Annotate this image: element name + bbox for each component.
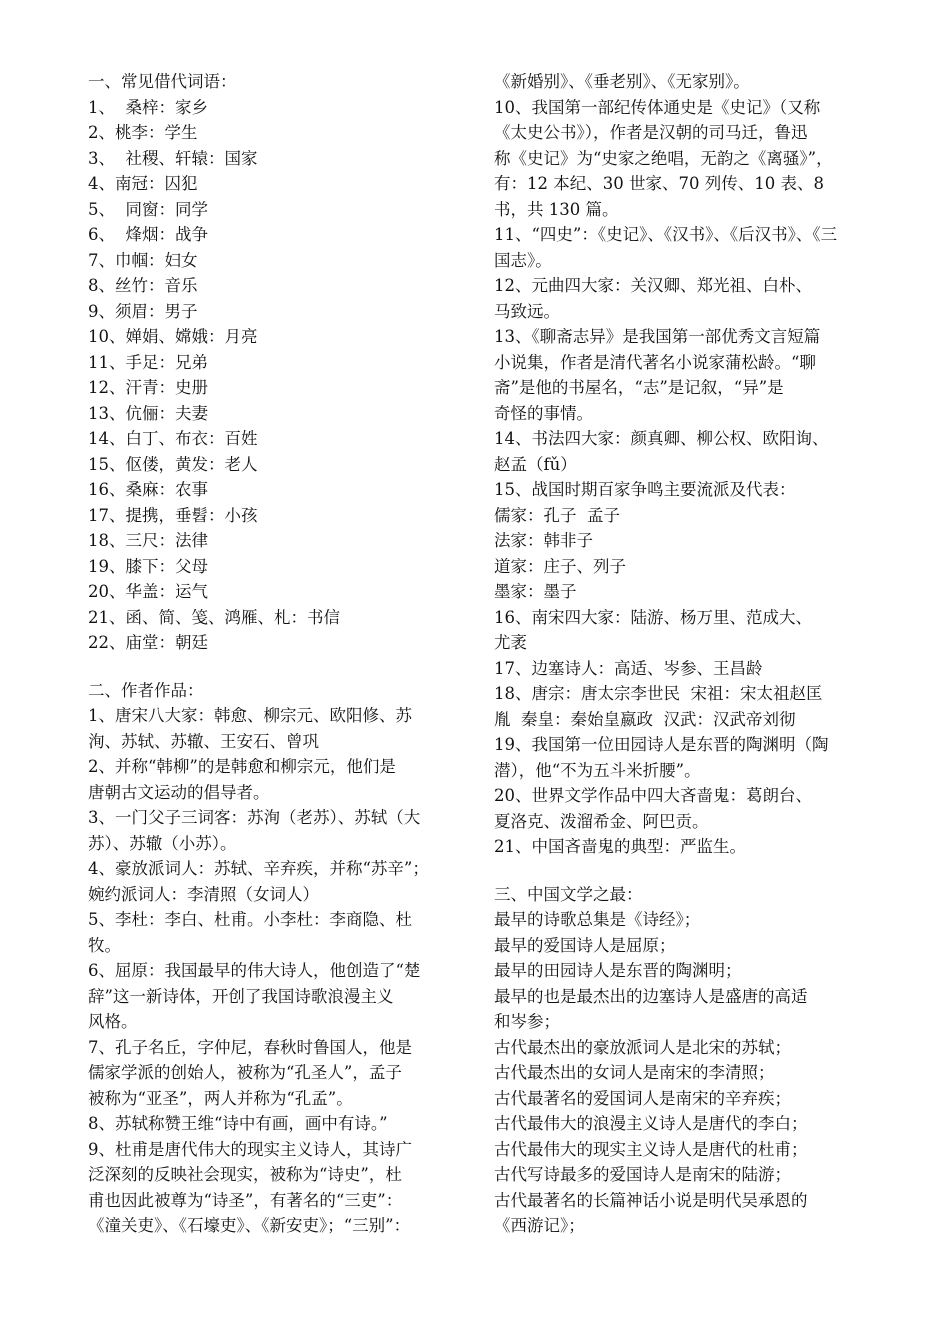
- text-line: 儒家：孔子 孟子: [494, 505, 620, 525]
- metonym-item: 14、白丁、布衣：百姓: [88, 429, 258, 448]
- metonym-item: 3、 社稷、轩辕：国家: [88, 148, 258, 168]
- text-line: 4、豪放派词人：苏轼、辛弃疾，并称“苏辛”；: [88, 859, 429, 878]
- literature-first-item: [494, 907, 870, 933]
- metonym-item: 21、函、简、笺、鸿雁、札：书信: [88, 607, 340, 627]
- metonym-item: 22、庙堂：朝廷: [88, 633, 208, 652]
- text-line: 道家：庄子、列子: [494, 556, 626, 576]
- metonym-list: [88, 95, 464, 656]
- literature-first-item: [494, 1111, 870, 1137]
- literature-first-item: [494, 1188, 870, 1239]
- right-column: [494, 69, 870, 1239]
- text-line: 7、孔子名丘，字仲尼，春秋时鲁国人，他是: [88, 1037, 412, 1057]
- text-line: 和岑参；: [494, 1012, 560, 1031]
- text-line: 辞”这一新诗体，开创了我国诗歌浪漫主义: [88, 986, 394, 1006]
- literature-first-item: [494, 1162, 870, 1188]
- text-line: 牧。: [88, 935, 121, 955]
- literature-first-item: [494, 1086, 870, 1112]
- text-line: 唐朝古文运动的倡导者。: [88, 782, 270, 802]
- literature-firsts-list: [494, 907, 870, 1239]
- text-line: 甫也因此被尊为“诗圣”，有著名的“三吏”：: [88, 1190, 403, 1210]
- text-line: 20、世界文学作品中四大吝啬鬼：葛朗台、: [494, 786, 812, 805]
- author-work-item: [494, 605, 870, 656]
- literature-first-item: [494, 1060, 870, 1086]
- metonym-item: 9、须眉：男子: [88, 301, 198, 321]
- text-line: 称《史记》为“史家之绝唱，无韵之《离骚》”，: [494, 148, 833, 168]
- text-line: 17、边塞诗人：高适、岑参、王昌龄: [494, 658, 763, 678]
- text-line: 胤 秦皇：秦始皇嬴政 汉武：汉武帝刘彻: [494, 709, 796, 729]
- text-line: 古代最著名的长篇神话小说是明代吴承恩的: [494, 1190, 808, 1210]
- literature-first-item: [494, 958, 870, 984]
- text-line: 婉约派词人：李清照（女词人）: [88, 884, 319, 904]
- authors-works-list-continued: [494, 69, 870, 860]
- text-line: 8、苏轼称赞王维“诗中有画，画中有诗。”: [88, 1114, 388, 1133]
- text-line: 16、南宋四大家：陆游、杨万里、范成大、: [494, 607, 812, 627]
- text-line: 苏）、苏辙（小苏）。: [88, 833, 237, 853]
- metonym-item: 13、伉俪：夫妻: [88, 403, 208, 423]
- left-column: [88, 69, 464, 1239]
- author-work-item: [88, 1137, 464, 1239]
- text-line: 最早的田园诗人是东晋的陶渊明；: [494, 961, 742, 980]
- text-line: 《西游记》；: [494, 1216, 585, 1235]
- text-line: 18、唐宗：唐太宗李世民 宋祖：宋太祖赵匡: [494, 684, 823, 703]
- text-line: 潜），他“不为五斗米折腰”。: [494, 760, 701, 780]
- author-work-item: [494, 69, 870, 95]
- author-work-item: [88, 1111, 464, 1137]
- text-line: 古代最著名的爱国词人是南宋的辛弃疾；: [494, 1088, 791, 1108]
- metonym-item: 2、桃李：学生: [88, 123, 198, 142]
- text-line: 5、李杜：李白、杜甫。小李杜：李商隐、杜: [88, 910, 412, 929]
- text-line: 最早的爱国诗人是屈原；: [494, 935, 676, 955]
- metonym-item: 4、南冠：囚犯: [88, 174, 198, 193]
- metonym-item: 5、 同窗：同学: [88, 199, 208, 219]
- text-line: 13、《聊斋志异》是我国第一部优秀文言短篇: [494, 327, 821, 346]
- text-line: 马致远。: [494, 301, 560, 321]
- metonym-item: 6、 烽烟：战争: [88, 225, 208, 244]
- text-line: 古代最杰出的女词人是南宋的李清照；: [494, 1063, 775, 1082]
- author-work-item: [88, 805, 464, 856]
- author-work-item: [88, 1035, 464, 1112]
- metonym-item: 18、三尺：法律: [88, 531, 208, 550]
- literature-first-item: [494, 984, 870, 1035]
- text-line: 19、我国第一位田园诗人是东晋的陶渊明（陶: [494, 735, 829, 754]
- text-line: 赵孟（fǔ）: [494, 454, 577, 474]
- literature-first-item: [494, 933, 870, 959]
- text-line: 1、唐宋八大家：韩愈、柳宗元、欧阳修、苏: [88, 706, 412, 725]
- text-line: 古代写诗最多的爱国诗人是南宋的陆游；: [494, 1165, 791, 1184]
- text-line: 法家：韩非子: [494, 531, 593, 550]
- text-line: 小说集，作者是清代著名小说家蒲松龄。“聊: [494, 352, 816, 372]
- metonym-item: 10、婵娟、嫦娥：月亮: [88, 327, 258, 346]
- metonym-item: 17、提携，垂髫：小孩: [88, 505, 258, 525]
- author-work-item: [494, 834, 870, 860]
- author-work-item: [88, 907, 464, 958]
- section-gap: [494, 860, 870, 882]
- text-line: 古代最伟大的现实主义诗人是唐代的杜甫；: [494, 1139, 808, 1159]
- text-line: 最早的诗歌总集是《诗经》；: [494, 910, 701, 929]
- text-line: 儒家学派的创始人，被称为“孔圣人”，孟子: [88, 1063, 402, 1082]
- author-work-item: [494, 477, 870, 605]
- text-line: 墨家：墨子: [494, 582, 577, 601]
- text-line: 12、元曲四大家：关汉卿、郑光祖、白朴、: [494, 276, 812, 295]
- text-line: 风格。: [88, 1012, 138, 1031]
- text-line: 古代最杰出的豪放派词人是北宋的苏轼；: [494, 1037, 791, 1057]
- author-work-item: [494, 783, 870, 834]
- text-line: 斋”是他的书屋名，“志”是记叙，“异”是: [494, 378, 784, 397]
- text-line: 夏洛克、泼溜希金、阿巴贡。: [494, 811, 709, 831]
- text-line: 21、中国吝啬鬼的典型：严监生。: [494, 837, 746, 856]
- section-title-literature-firsts: 三、中国文学之最：: [494, 884, 643, 904]
- metonym-item: 16、桑麻：农事: [88, 480, 208, 499]
- text-line: 11、“四史”：《史记》、《汉书》、《后汉书》、《三: [494, 225, 838, 244]
- text-line: 古代最伟大的浪漫主义诗人是唐代的李白；: [494, 1114, 808, 1133]
- metonym-item: 15、伛偻，黄发：老人: [88, 454, 258, 474]
- text-line: 最早的也是最杰出的边塞诗人是盛唐的高适: [494, 986, 808, 1006]
- text-line: 3、一门父子三词客：苏洵（老苏）、苏轼（大: [88, 808, 421, 827]
- section-gap: [88, 656, 464, 678]
- author-work-item: [88, 856, 464, 907]
- author-work-item: [494, 656, 870, 682]
- text-line: 奇怪的事情。: [494, 403, 593, 423]
- text-line: 《新婚别》、《垂老别》、《无家别》。: [494, 72, 750, 91]
- text-line: 2、并称“韩柳”的是韩愈和柳宗元，他们是: [88, 757, 396, 776]
- text-line: 国志》。: [494, 250, 552, 270]
- author-work-item: [494, 732, 870, 783]
- text-line: 书，共 130 篇。: [494, 199, 619, 219]
- metonym-item: 20、华盖：运气: [88, 582, 208, 601]
- author-work-item: [88, 958, 464, 1035]
- text-line: 洵、苏轼、苏辙、王安石、曾巩: [88, 731, 319, 751]
- section-title-authors-works: 二、作者作品：: [88, 680, 204, 700]
- author-work-item: [494, 681, 870, 732]
- text-line: 泛深刻的反映社会现实，被称为“诗史”，杜: [88, 1165, 402, 1184]
- author-work-item: [88, 703, 464, 754]
- literature-first-item: [494, 1137, 870, 1163]
- metonym-item: 11、手足：兄弟: [88, 352, 208, 372]
- text-line: 有：12 本纪、30 世家、70 列传、10 表、8: [494, 174, 824, 193]
- authors-works-list: [88, 703, 464, 1239]
- text-line: 尤袤: [494, 633, 527, 652]
- section-title-common-metonyms: 一、常见借代词语：: [88, 72, 237, 91]
- author-work-item: [494, 95, 870, 223]
- author-work-item: [494, 426, 870, 477]
- metonym-item: 19、膝下：父母: [88, 556, 208, 576]
- author-work-item: [494, 273, 870, 324]
- text-line: 《潼关吏》、《石壕吏》、《新安吏》；“三别”：: [88, 1216, 411, 1235]
- author-work-item: [494, 324, 870, 426]
- text-line: 6、屈原：我国最早的伟大诗人，他创造了“楚: [88, 961, 421, 980]
- text-line: 15、战国时期百家争鸣主要流派及代表：: [494, 480, 796, 499]
- author-work-item: [494, 222, 870, 273]
- text-line: 14、书法四大家：颜真卿、柳公权、欧阳询、: [494, 429, 829, 448]
- author-work-item: [88, 754, 464, 805]
- metonym-item: 12、汗青：史册: [88, 378, 208, 397]
- metonym-item: 8、丝竹：音乐: [88, 276, 198, 295]
- text-line: 《太史公书》），作者是汉朝的司马迁，鲁迅: [494, 123, 808, 142]
- text-line: 被称为“亚圣”，两人并称为“孔孟”。: [88, 1088, 353, 1108]
- text-line: 10、我国第一部纪传体通史是《史记》（又称: [494, 97, 821, 117]
- metonym-item: 1、 桑梓：家乡: [88, 97, 208, 117]
- metonym-item: 7、巾帼：妇女: [88, 250, 198, 270]
- literature-first-item: [494, 1035, 870, 1061]
- text-line: 9、杜甫是唐代伟大的现实主义诗人，其诗广: [88, 1139, 412, 1159]
